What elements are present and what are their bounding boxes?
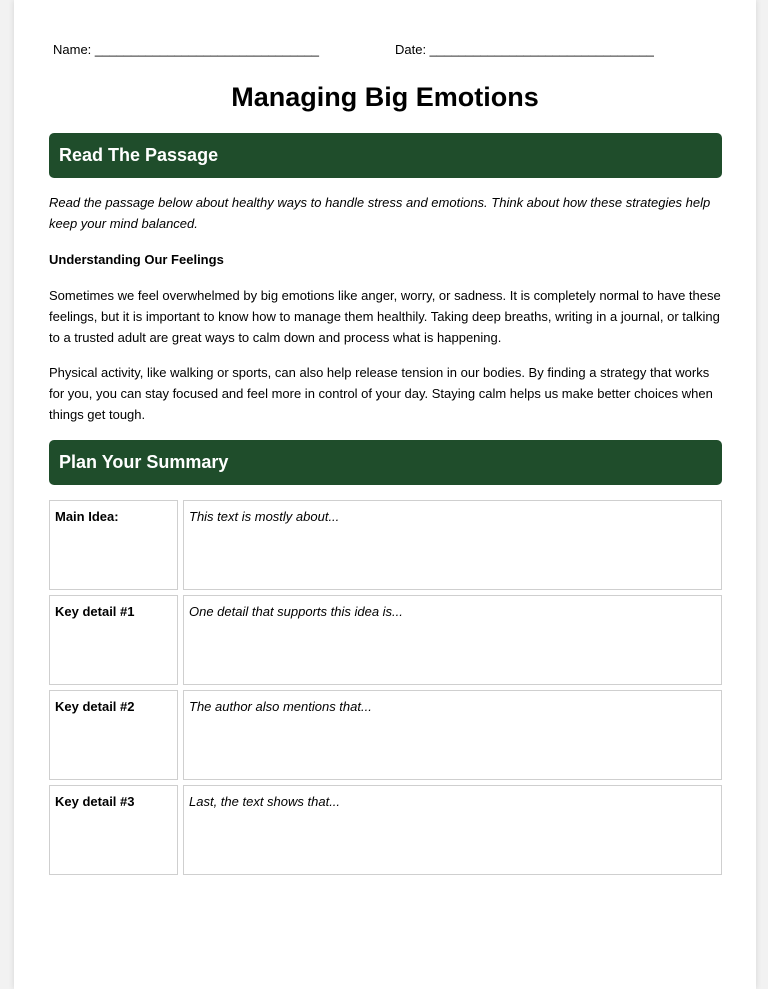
section-heading-read: Read The Passage (49, 133, 722, 178)
main-idea-box[interactable]: This text is mostly about... (183, 500, 722, 590)
passage-paragraph-1: Sometimes we feel overwhelmed by big emotions like anger, worry, or sadness. It is completely normal to have these feelings, but it is important to know how to manage them healthily. Taking deep breaths, writing in a journal, or talking to a trusted adult are great ways to calm down and process what is happening. (49, 288, 721, 345)
passage-subheading: Understanding Our Feelings (49, 252, 224, 267)
instructions-text: Read the passage below about healthy ways to handle stress and emotions. Think about how these strategies help keep your mind balanced. (49, 195, 711, 231)
page-title: Managing Big Emotions (231, 82, 539, 112)
key-detail-1-label: Key detail #1 (49, 595, 178, 685)
key-detail-3-box[interactable]: Last, the text shows that... (183, 785, 722, 875)
key-detail-1-box[interactable]: One detail that supports this idea is... (183, 595, 722, 685)
name-field[interactable]: Name: _______________________________ (53, 42, 320, 57)
key-detail-2-label: Key detail #2 (49, 690, 178, 780)
key-detail-3-label: Key detail #3 (49, 785, 178, 875)
worksheet-page (14, 0, 756, 989)
date-field[interactable]: Date: _______________________________ (395, 42, 654, 57)
main-idea-label: Main Idea: (49, 500, 178, 590)
key-detail-2-box[interactable]: The author also mentions that... (183, 690, 722, 780)
section-heading-plan: Plan Your Summary (49, 440, 722, 485)
passage-paragraph-2: Physical activity, like walking or sports, can also help release tension in our bodies. By finding a strategy that works for you, you can stay focused and feel more in control of your day. Staying calm helps us make better choices when things get tough. (49, 365, 713, 422)
